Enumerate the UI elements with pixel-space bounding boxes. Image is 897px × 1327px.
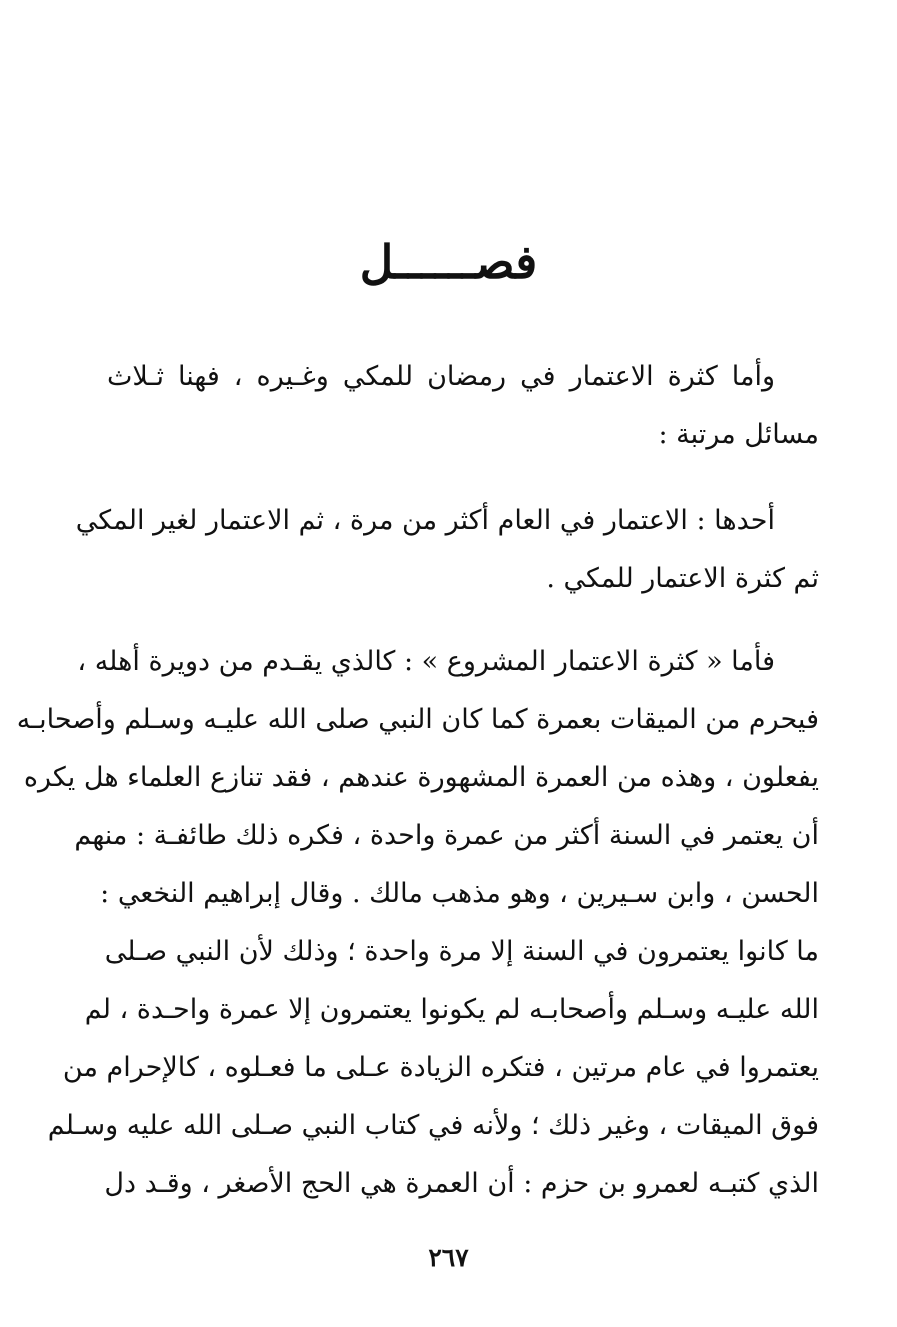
text-line: الحسن ، وابن سـيرين ، وهو مذهب مالك . وقال إبراهيم النخعي : — [100, 878, 819, 909]
paragraph-2 — [75, 492, 819, 608]
text-line: فأما « كثرة الاعتمار المشروع » : كالذي يقـدم من دويرة أهله ، — [77, 646, 775, 677]
section-heading: فصــــــل — [359, 235, 538, 289]
text-line: أحدها : الاعتمار في العام أكثر من مرة ، ثم الاعتمار لغير المكي — [75, 505, 775, 536]
paragraph-1 — [107, 348, 819, 464]
text-line: يفعلون ، وهذه من العمرة المشهورة عندهم ، فقد تنازع العلماء هل يكره — [23, 762, 819, 793]
text-line: ما كانوا يعتمرون في السنة إلا مرة واحدة ؛ وذلك لأن النبي صـلى — [104, 936, 819, 967]
text-line: فيحرم من الميقات بعمرة كما كان النبي صلى الله عليـه وسـلم وأصحابـه — [16, 704, 819, 735]
page-number: ٢٦٧ — [428, 1243, 469, 1272]
text-line: ثم كثرة الاعتمار للمكي . — [546, 563, 819, 594]
text-line: أن يعتمر في السنة أكثر من عمرة واحدة ، فكره ذلك طائفـة : منهم — [74, 820, 819, 851]
text-line: يعتمروا في عام مرتين ، فتكره الزيادة عـلى ما فعـلوه ، كالإحرام من — [62, 1052, 819, 1083]
text-line: الله عليـه وسـلم وأصحابـه لم يكونوا يعتمرون إلا عمرة واحـدة ، لم — [84, 994, 819, 1025]
text-line: وأما كثرة الاعتمار في رمضان للمكي وغـيره ، فهنا ثـلاث — [107, 361, 775, 392]
text-line: فوق الميقات ، وغير ذلك ؛ ولأنه في كتاب النبي صـلى الله عليه وسـلم — [47, 1110, 819, 1141]
paragraph-3 — [16, 633, 819, 1213]
text-line: مسائل مرتبة : — [658, 419, 819, 450]
text-line: الذي كتبـه لعمرو بن حزم : أن العمرة هي الحج الأصغر ، وقـد دل — [104, 1168, 819, 1199]
